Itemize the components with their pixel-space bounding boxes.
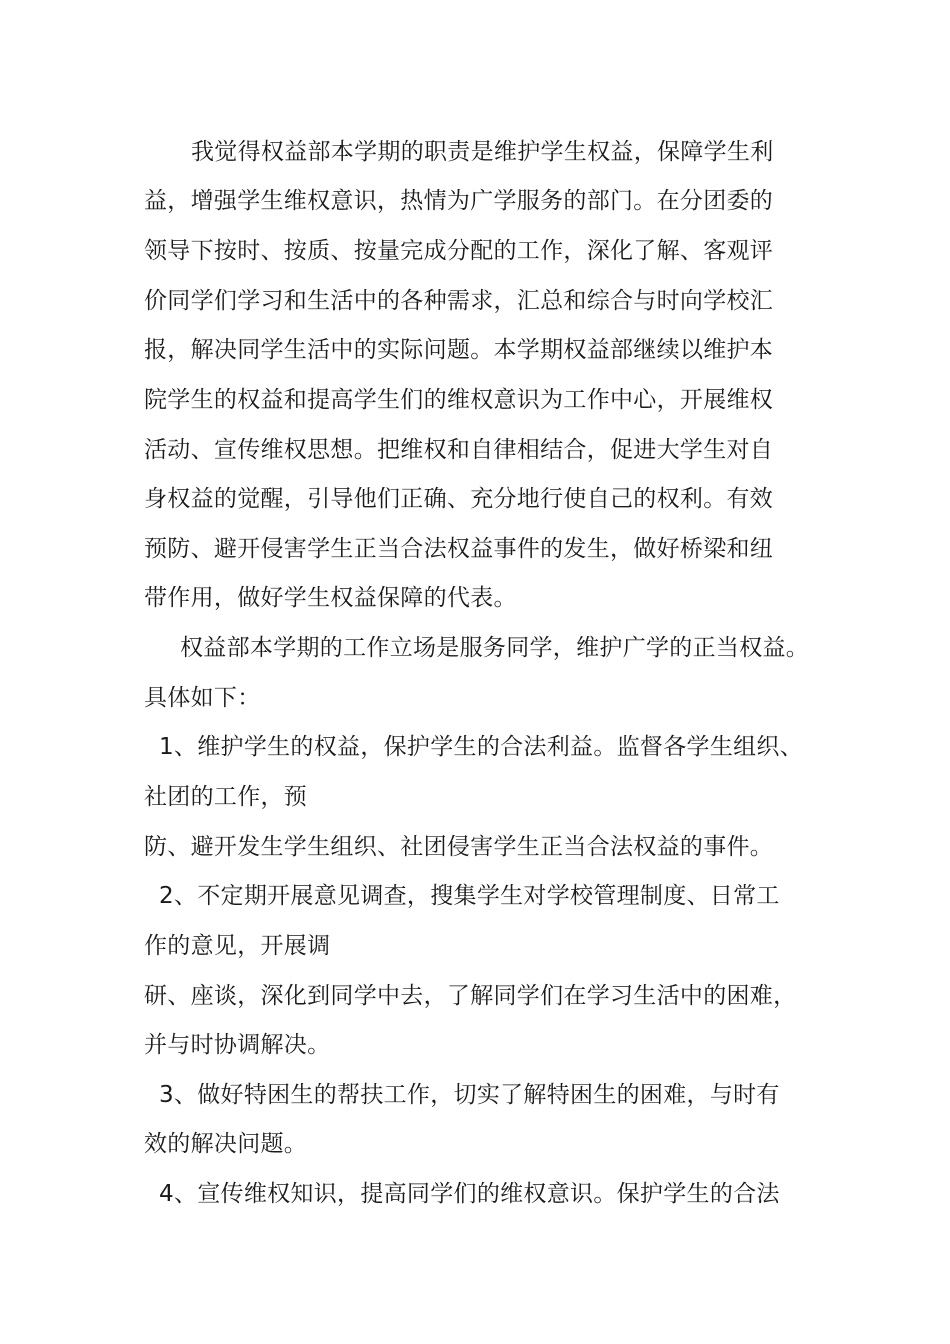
text-line-4: 价同学们学习和生活中的各种需求，汇总和综合与时向学校汇 xyxy=(144,288,774,314)
text-line-10: 带作用，做好学生权益保障的代表。 xyxy=(144,585,517,611)
text-line-2: 益，增强学生维权意识，热情为广学服务的部门。在分团委的 xyxy=(144,188,774,214)
text-line-17: 作的意见，开展调 xyxy=(144,933,331,959)
text-line-8: 身权益的觉醒，引导他们正确、充分地行使自己的权利。有效 xyxy=(144,486,774,512)
text-line-21: 效的解决问题。 xyxy=(144,1131,308,1157)
text-line-20: 3、做好特困生的帮扶工作，切实了解特困生的困难，与时有 xyxy=(159,1082,780,1108)
text-line-1: 我觉得权益部本学期的职责是维护学生权益，保障学生利 xyxy=(191,139,774,165)
text-line-11: 权益部本学期的工作立场是服务同学，维护广学的正当权益。 xyxy=(180,635,810,661)
text-line-16: 2、不定期开展意见调查，搜集学生对学校管理制度、日常工 xyxy=(159,883,780,909)
text-line-6: 院学生的权益和提高学生们的维权意识为工作中心，开展维权 xyxy=(144,387,774,413)
text-line-22: 4、宣传维权知识，提高同学们的维权意识。保护学生的合法 xyxy=(159,1181,780,1207)
text-line-18: 研、座谈，深化到同学中去，了解同学们在学习生活中的困难， xyxy=(144,983,797,1009)
text-line-13: 1、维护学生的权益，保护学生的合法利益。监督各学生组织、 xyxy=(159,734,804,760)
text-line-15: 防、避开发生学生组织、社团侵害学生正当合法权益的事件。 xyxy=(144,834,774,860)
text-line-14: 社团的工作，预 xyxy=(144,784,308,810)
text-line-5: 报，解决同学生活中的实际问题。本学期权益部继续以维护本 xyxy=(144,337,774,363)
text-line-19: 并与时协调解决。 xyxy=(144,1032,331,1058)
text-line-3: 领导下按时、按质、按量完成分配的工作，深化了解、客观评 xyxy=(144,238,774,264)
text-line-9: 预防、避开侵害学生正当合法权益事件的发生，做好桥梁和纽 xyxy=(144,536,774,562)
text-line-7: 活动、宣传维权思想。把维权和自律相结合，促进大学生对自 xyxy=(144,437,774,463)
text-line-12: 具体如下： xyxy=(144,685,261,711)
